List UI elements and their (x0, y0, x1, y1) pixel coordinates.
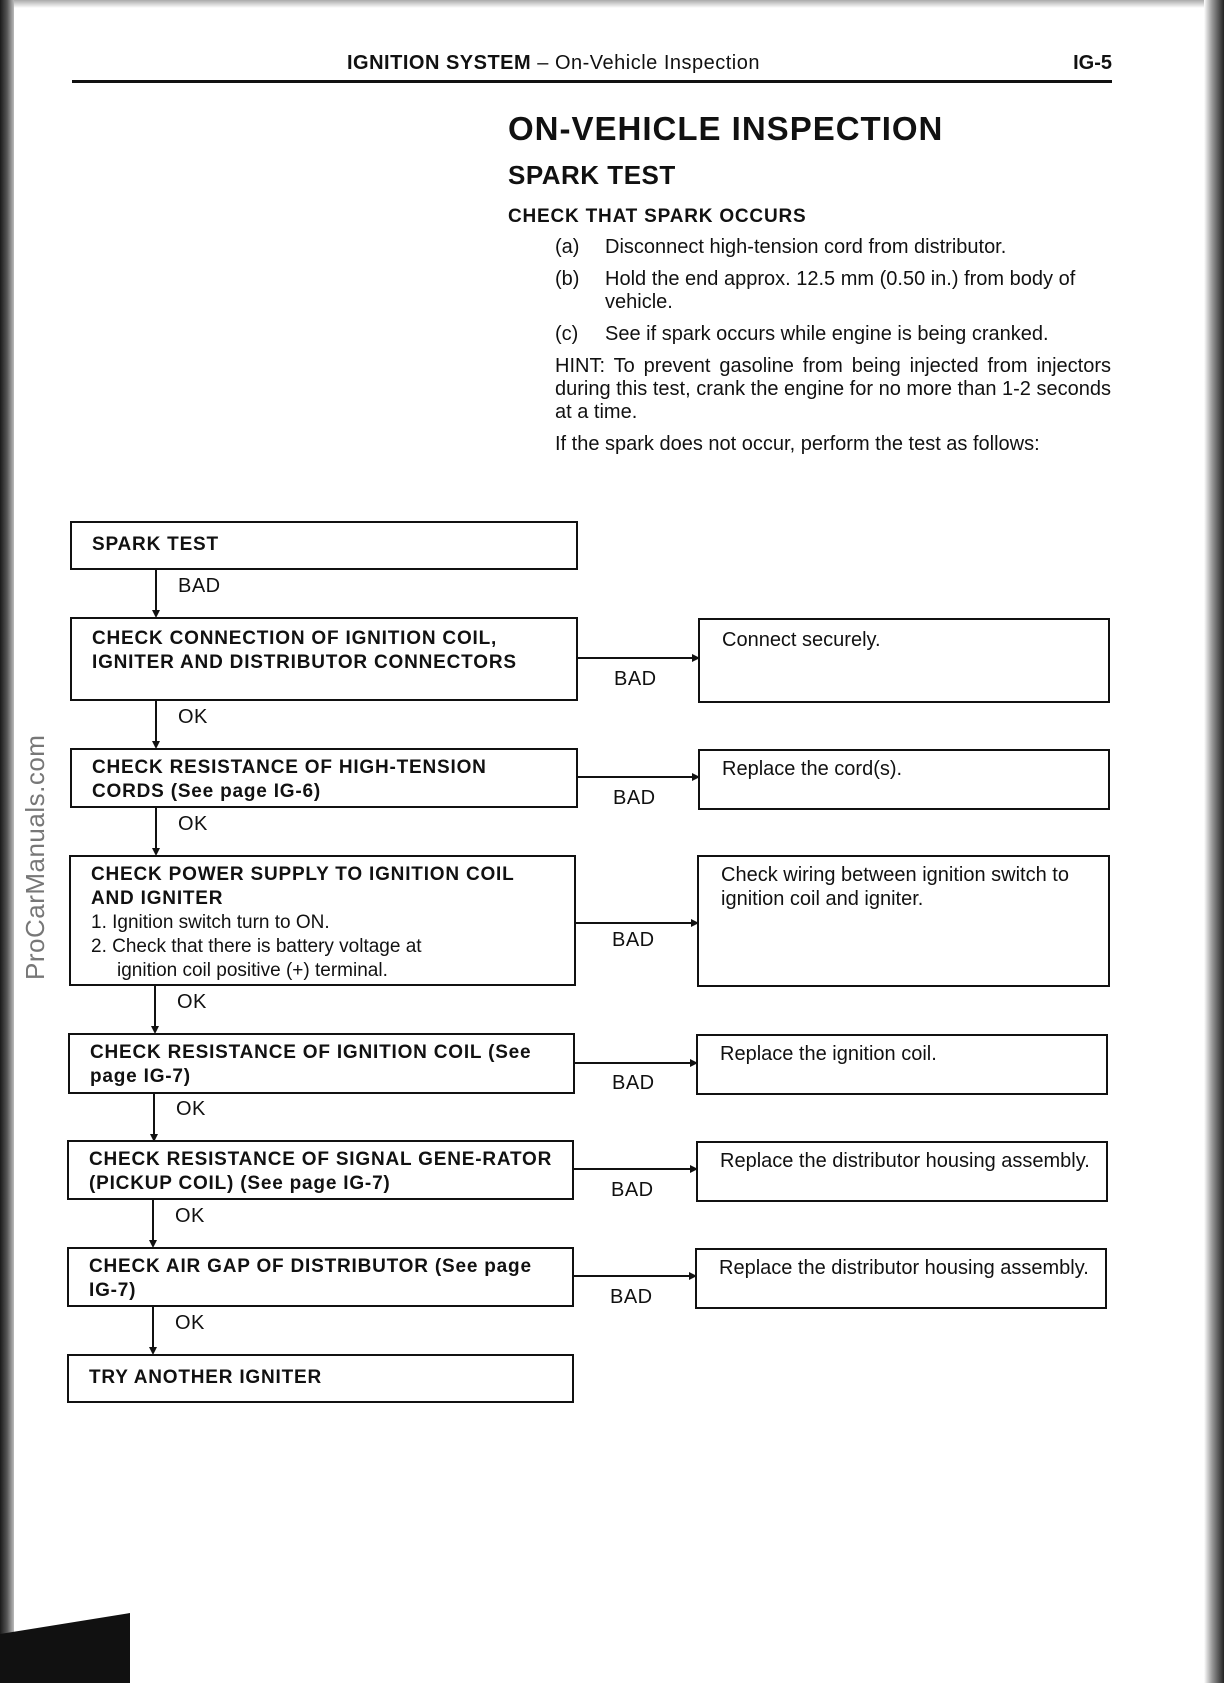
ok-label: OK (178, 706, 208, 728)
step-a (555, 236, 1111, 259)
flow-arrow-right (574, 1168, 696, 1170)
bad-label: BAD (614, 668, 657, 690)
check-sub-step-2-cont: ignition coil positive (+) terminal. (117, 960, 388, 981)
step-label: (c) (555, 323, 579, 345)
bad-label: BAD (610, 1286, 653, 1308)
flow-start-box (70, 521, 578, 570)
ok-label: OK (177, 991, 207, 1013)
flow-arrow-down (155, 808, 157, 854)
action-box-4 (696, 1034, 1108, 1095)
flow-arrow-down (155, 570, 157, 616)
action-box-1 (698, 618, 1110, 703)
check-title: CHECK RESISTANCE OF IGNITION COIL (See page IG-7) (90, 1042, 532, 1087)
flow-end-label: TRY ANOTHER IGNITER (89, 1367, 323, 1388)
check-box-5 (67, 1140, 574, 1200)
check-box-2 (70, 748, 578, 808)
ok-label: OK (176, 1098, 206, 1120)
flow-arrow-right (578, 657, 698, 659)
check-title: CHECK RESISTANCE OF HIGH-TENSION CORDS (See page IG-6) (92, 757, 487, 802)
flow-arrow-down (152, 1307, 154, 1353)
step-text: See if spark occurs while engine is being cranked. (605, 323, 1049, 345)
action-text: Check wiring between ignition switch to ignition coil and igniter. (721, 864, 1069, 910)
flow-arrow-right (578, 776, 698, 778)
hint-text: HINT: To prevent gasoline from being injected from injectors during this test, crank the engine for no more than 1-2 seconds at a time. (555, 355, 1111, 423)
flow-arrow-down (153, 1094, 155, 1140)
check-title: CHECK CONNECTION OF IGNITION COIL, IGNITER AND DISTRIBUTOR CONNECTORS (92, 628, 517, 673)
action-box-5 (696, 1141, 1108, 1202)
bad-label: BAD (612, 1072, 655, 1094)
step-c (555, 323, 1111, 346)
header-section: IGNITION SYSTEM (347, 52, 532, 74)
check-title: CHECK RESISTANCE OF SIGNAL GENE-RATOR (PICKUP COIL) (See page IG-7) (89, 1149, 553, 1194)
flow-start-label: SPARK TEST (92, 534, 219, 555)
flow-end-box (67, 1354, 574, 1403)
procedure-steps (555, 236, 1111, 456)
flow-arrow-right (575, 1062, 696, 1064)
bad-label: BAD (613, 787, 656, 809)
bad-label: BAD (611, 1179, 654, 1201)
check-title: CHECK POWER SUPPLY TO IGNITION COIL AND IGNITER (91, 864, 515, 909)
step-label: (a) (555, 236, 580, 258)
page-title: ON-VEHICLE INSPECTION (508, 110, 944, 147)
check-box-6 (67, 1247, 574, 1307)
check-sub-step-2: 2. Check that there is battery voltage at (91, 936, 422, 957)
flow-arrow-right (576, 922, 697, 924)
flow-arrow-down (154, 986, 156, 1032)
scan-edge-right (1204, 0, 1224, 1683)
flow-start-result: BAD (178, 575, 221, 597)
flow-arrow-down (152, 1200, 154, 1246)
ok-label: OK (178, 813, 208, 835)
flow-arrow-right (574, 1275, 695, 1277)
header-title (347, 52, 760, 75)
bad-label: BAD (612, 929, 655, 951)
section-title: SPARK TEST (508, 160, 676, 190)
scan-edge-top (0, 0, 1224, 8)
check-title: CHECK AIR GAP OF DISTRIBUTOR (See page IG-7) (89, 1256, 532, 1301)
step-text: Disconnect high-tension cord from distributor. (605, 236, 1007, 258)
action-text: Replace the distributor housing assembly. (719, 1257, 1089, 1279)
ok-label: OK (175, 1312, 205, 1334)
check-sub-step-1: 1. Ignition switch turn to ON. (91, 912, 330, 933)
check-content (71, 857, 574, 983)
page-number: IG-5 (1073, 52, 1112, 74)
check-box-4 (68, 1033, 575, 1094)
action-box-3 (697, 855, 1110, 987)
watermark: ProCarManuals.com (20, 734, 50, 980)
check-box-1 (70, 617, 578, 701)
step-text: Hold the end approx. 12.5 mm (0.50 in.) from body of vehicle. (605, 268, 1076, 313)
action-box-6 (695, 1248, 1107, 1309)
action-box-2 (698, 749, 1110, 810)
step-b (555, 268, 1111, 314)
ok-label: OK (175, 1205, 205, 1227)
scan-edge-left (0, 0, 14, 1683)
scan-edge-bottom (0, 1613, 130, 1683)
header-dash: – (531, 52, 555, 74)
action-text: Replace the distributor housing assembly. (720, 1150, 1090, 1172)
action-text: Replace the cord(s). (722, 758, 903, 780)
check-heading: CHECK THAT SPARK OCCURS (508, 206, 807, 227)
check-box-3 (69, 855, 576, 986)
flow-arrow-down (155, 701, 157, 747)
action-text: Replace the ignition coil. (720, 1043, 937, 1065)
action-text: Connect securely. (722, 629, 881, 651)
page-header (72, 52, 1112, 83)
header-subsection: On-Vehicle Inspection (554, 52, 760, 74)
follow-text: If the spark does not occur, perform the test as follows: (555, 433, 1040, 455)
step-label: (b) (555, 268, 580, 290)
